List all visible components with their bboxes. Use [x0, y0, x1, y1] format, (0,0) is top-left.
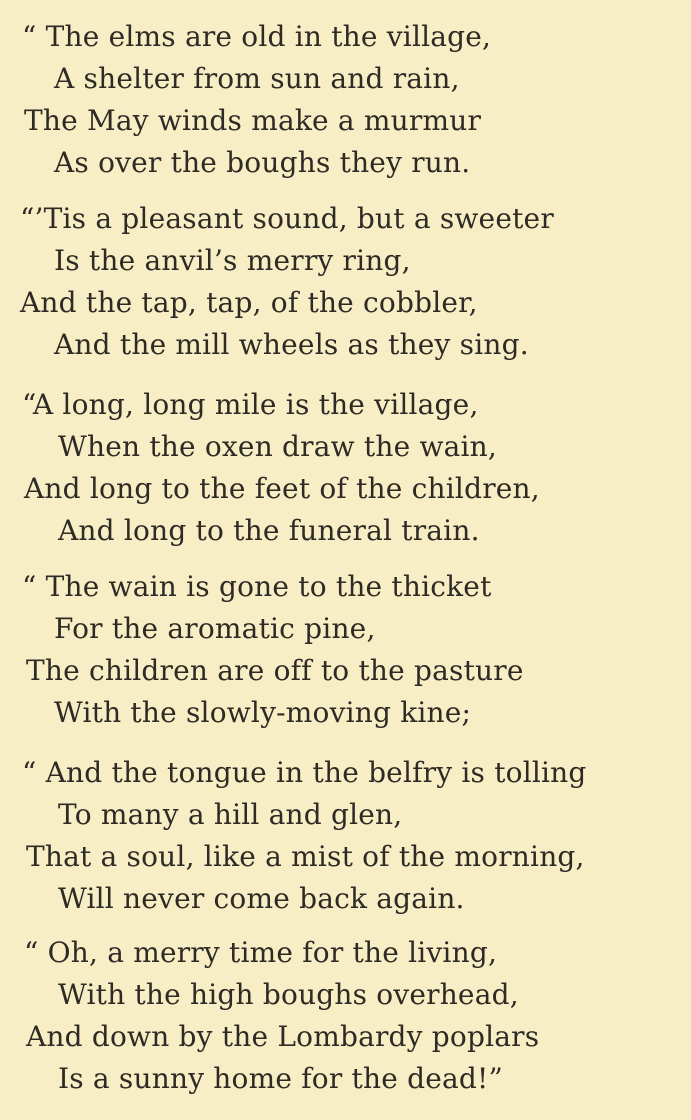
stanza-5-line-2: To many a hill and glen,: [58, 798, 403, 831]
stanza-5-line-4: Will never come back again.: [58, 882, 465, 915]
stanza-2-line-1: “’Tis a pleasant sound, but a sweeter: [20, 202, 554, 235]
stanza-3-line-4: And long to the funeral train.: [58, 514, 480, 547]
stanza-5-line-3: That a soul, like a mist of the morning,: [26, 840, 585, 873]
stanza-6-line-2: With the high boughs overhead,: [58, 978, 519, 1011]
stanza-5-line-1: “ And the tongue in the belfry is tolling: [22, 756, 587, 789]
stanza-3-line-2: When the oxen draw the wain,: [58, 430, 497, 463]
stanza-3-line-3: And long to the feet of the children,: [24, 472, 540, 505]
stanza-4-line-1: “ The wain is gone to the thicket: [22, 570, 492, 603]
stanza-1-line-3: The May winds make a murmur: [24, 104, 482, 137]
stanza-3-line-1: “A long, long mile is the village,: [22, 388, 479, 421]
stanza-1-line-2: A shelter from sun and rain,: [54, 62, 460, 95]
stanza-6-line-3: And down by the Lombardy poplars: [26, 1020, 540, 1053]
stanza-4-line-3: The children are off to the pasture: [26, 654, 524, 687]
stanza-1-line-4: As over the boughs they run.: [54, 146, 471, 179]
stanza-4-line-4: With the slowly-moving kine;: [54, 696, 472, 729]
stanza-1-line-1: “ The elms are old in the village,: [22, 20, 492, 53]
stanza-4-line-2: For the aromatic pine,: [54, 612, 376, 645]
stanza-6-line-4: Is a sunny home for the dead!”: [58, 1062, 503, 1095]
stanza-2-line-2: Is the anvil’s merry ring,: [54, 244, 411, 277]
stanza-6-line-1: “ Oh, a merry time for the living,: [24, 936, 498, 969]
stanza-2-line-4: And the mill wheels as they sing.: [54, 328, 529, 361]
stanza-2-line-3: And the tap, tap, of the cobbler,: [20, 286, 478, 319]
